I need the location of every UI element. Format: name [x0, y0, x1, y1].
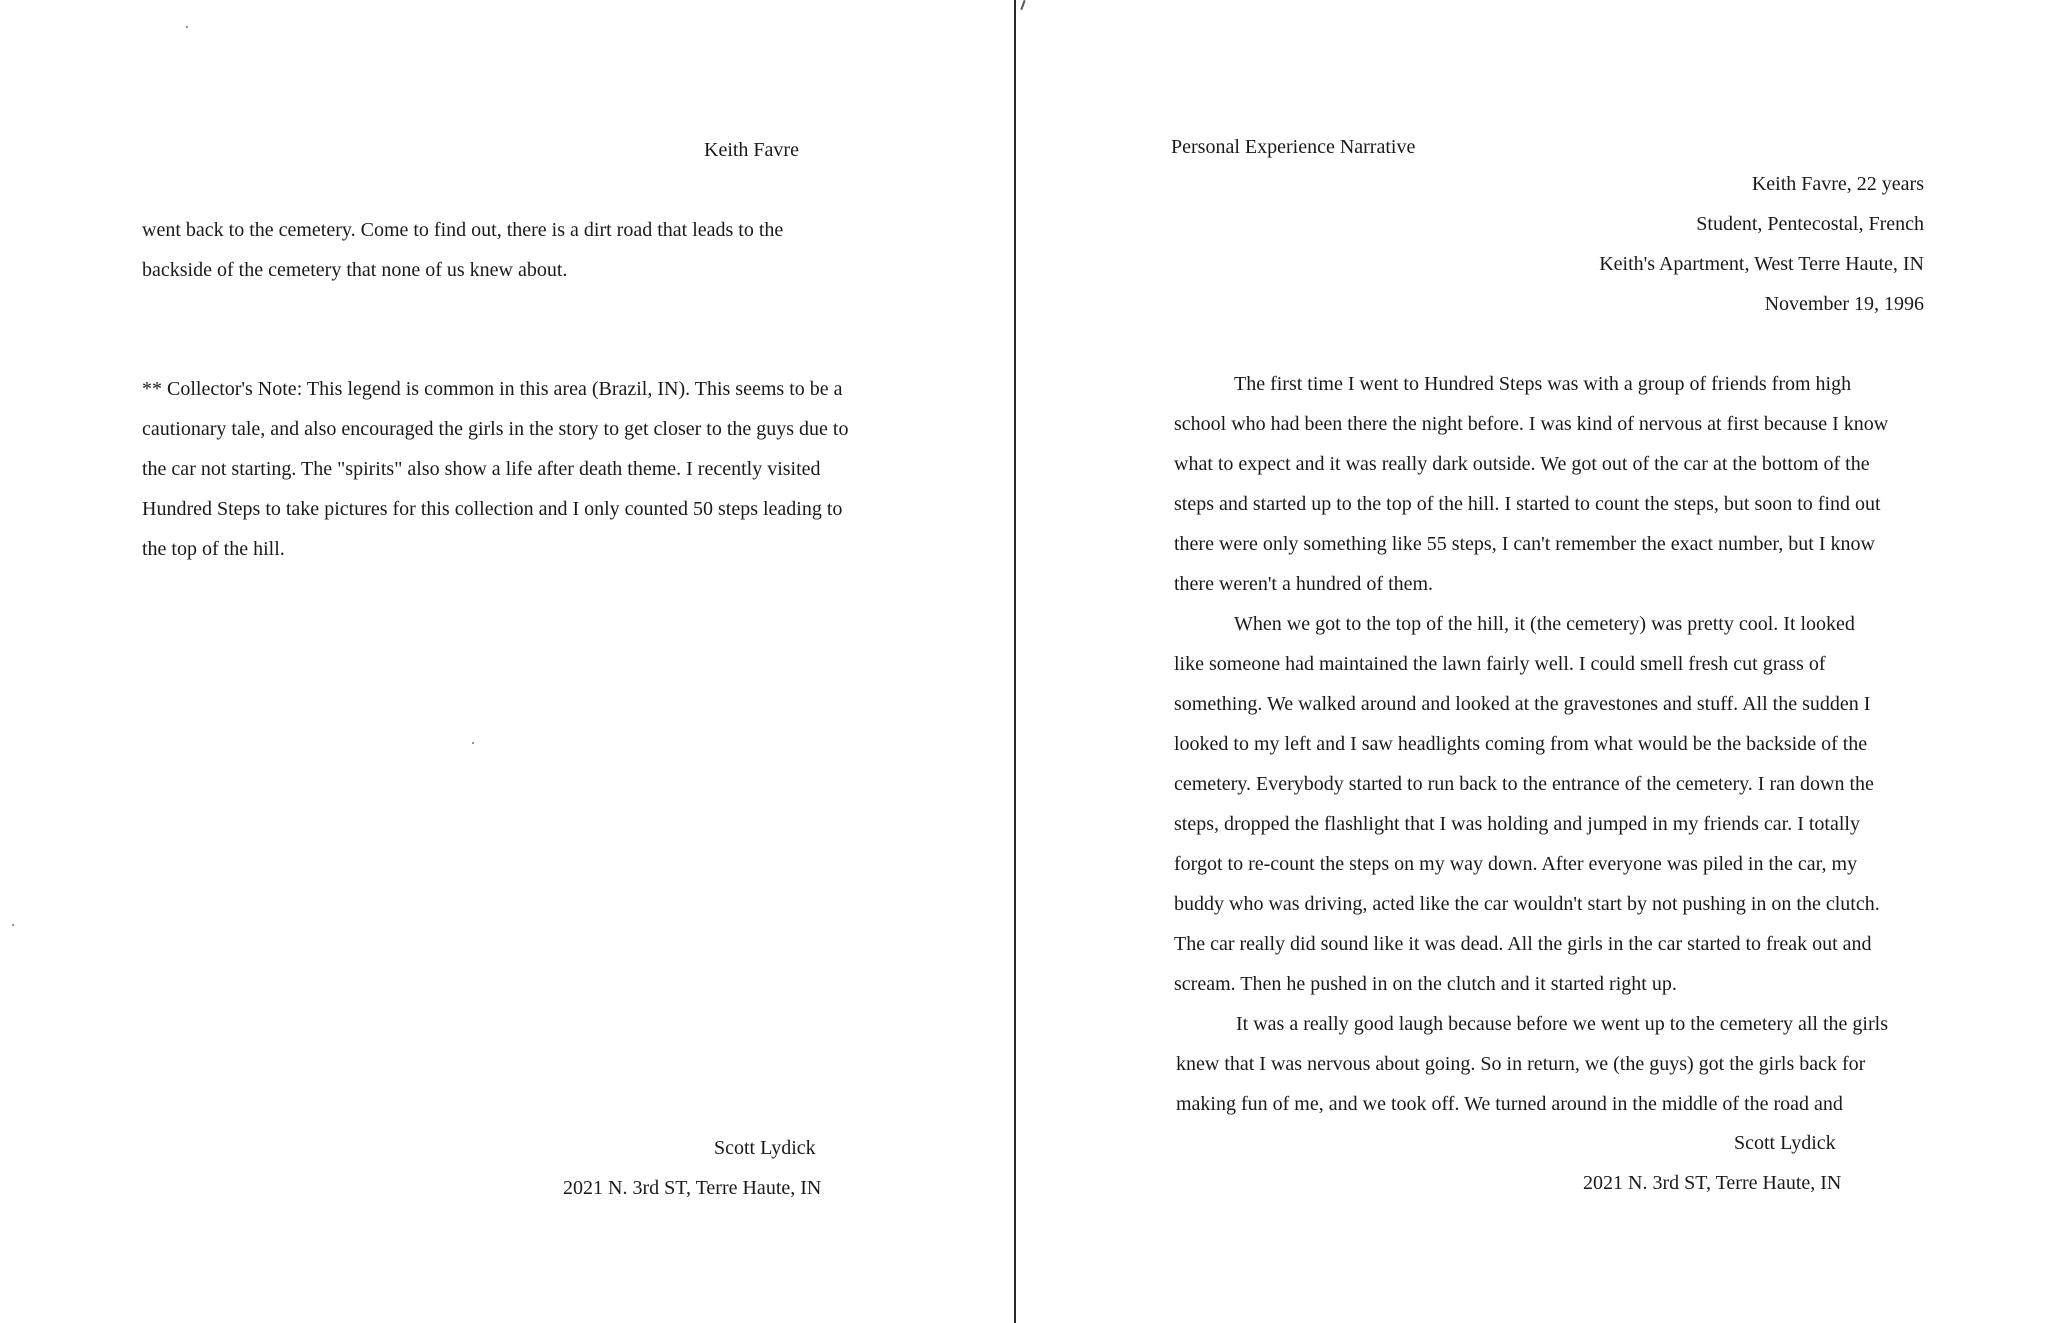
narrative-line: school who had been there the night before. I was kind of nervous at first because I know — [1174, 413, 1889, 435]
narrative-line: buddy who was driving, acted like the car wouldn't start by not pushing in on the clutch. — [1174, 893, 1880, 915]
narrative-paragraph-1 — [1174, 364, 1888, 604]
right-collector-name: Scott Lydick — [1734, 1132, 1836, 1154]
continuation-line: backside of the cemetery that none of us knew about. — [142, 259, 568, 281]
narrative-line: something. We walked around and looked at the gravestones and stuff. All the sudden I — [1174, 693, 1871, 715]
note-line: cautionary tale, and also encouraged the girls in the story to get closer to the guys due to — [142, 418, 849, 440]
narrative-paragraph-2 — [1174, 604, 1880, 1004]
left-page — [0, 0, 1014, 1323]
narrative-line: like someone had maintained the lawn fairly well. I could smell fresh cut grass of — [1174, 653, 1826, 675]
narrative-line: scream. Then he pushed in on the clutch and it started right up. — [1174, 973, 1677, 995]
paper-speck — [12, 924, 14, 926]
interview-date: November 19, 1996 — [1764, 293, 1924, 315]
paper-speck — [186, 26, 188, 28]
narrative-line: forgot to re-count the steps on my way down. After everyone was piled in the car, my — [1174, 853, 1858, 875]
narrative-paragraph-3 — [1176, 1004, 1888, 1124]
narrative-line: steps, dropped the flashlight that I was holding and jumped in my friends car. I totally — [1174, 813, 1860, 835]
informant-details: Student, Pentecostal, French — [1696, 213, 1924, 235]
note-line: the top of the hill. — [142, 538, 285, 560]
left-collector-name: Scott Lydick — [714, 1137, 816, 1159]
continuation-line: went back to the cemetery. Come to find out, there is a dirt road that leads to the — [142, 219, 784, 241]
narrative-line: steps and started up to the top of the hill. I started to count the steps, but soon to find out — [1174, 493, 1881, 515]
genre-heading: Personal Experience Narrative — [1171, 136, 1416, 158]
informant-location: Keith's Apartment, West Terre Haute, IN — [1599, 253, 1924, 275]
narrative-line: The first time I went to Hundred Steps was with a group of friends from high — [1234, 373, 1852, 395]
continuation-paragraph — [142, 210, 783, 290]
paper-speck — [472, 742, 474, 744]
narrative-line: what to expect and it was really dark outside. We got out of the car at the bottom of the — [1174, 453, 1870, 475]
right-collector-address: 2021 N. 3rd ST, Terre Haute, IN — [1583, 1172, 1842, 1194]
note-line: Hundred Steps to take pictures for this collection and I only counted 50 steps leading to — [142, 498, 843, 520]
narrative-line: knew that I was nervous about going. So in return, we (the guys) got the girls back for — [1176, 1053, 1866, 1075]
narrative-line: The car really did sound like it was dead. All the girls in the car started to freak out and — [1174, 933, 1872, 955]
collector-note — [142, 369, 848, 569]
narrative-line: there were only something like 55 steps, I can't remember the exact number, but I know — [1174, 533, 1875, 555]
left-header-name: Keith Favre — [704, 139, 799, 161]
narrative-line: making fun of me, and we took off. We turned around in the middle of the road and — [1176, 1093, 1843, 1115]
narrative-line: there weren't a hundred of them. — [1174, 573, 1434, 595]
informant-name-age: Keith Favre, 22 years — [1751, 173, 1924, 195]
narrative-line: looked to my left and I saw headlights coming from what would be the backside of the — [1174, 733, 1868, 755]
narrative-line: cemetery. Everybody started to run back to the entrance of the cemetery. I ran down the — [1174, 773, 1874, 795]
informant-info — [1599, 164, 1924, 324]
right-page — [1018, 0, 2046, 1323]
narrative-line: When we got to the top of the hill, it (the cemetery) was pretty cool. It looked — [1234, 613, 1855, 635]
left-collector-address: 2021 N. 3rd ST, Terre Haute, IN — [563, 1177, 822, 1199]
page-divider — [1014, 0, 1016, 1323]
narrative-line: It was a really good laugh because before we went up to the cemetery all the girls — [1236, 1013, 1888, 1035]
note-line: ** Collector's Note: This legend is common in this area (Brazil, IN). This seems to be a — [142, 378, 843, 400]
note-line: the car not starting. The "spirits" also show a life after death theme. I recently visited — [142, 458, 821, 480]
